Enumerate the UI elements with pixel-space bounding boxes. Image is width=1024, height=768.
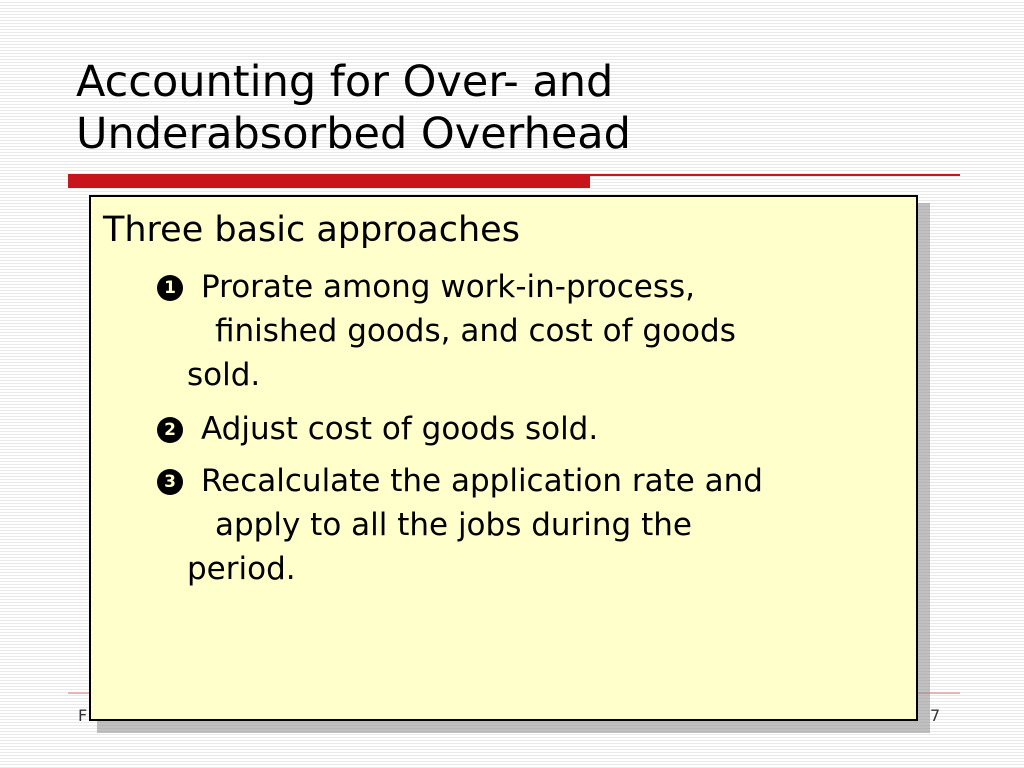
title-underline-bar xyxy=(68,174,590,188)
approach-3-line-3: period. xyxy=(187,551,296,587)
callout-heading: Three basic approaches xyxy=(103,210,520,250)
number-3-icon: 3 xyxy=(157,469,183,495)
approach-item-3 xyxy=(164,459,891,591)
approach-3-line-1: Recalculate the application rate and xyxy=(201,463,763,499)
approach-1-line-3: sold. xyxy=(187,357,261,393)
callout-box xyxy=(89,195,918,721)
number-1-icon: 1 xyxy=(157,275,183,301)
footer-text-left: F xyxy=(78,706,88,725)
approach-2-line-1: Adjust cost of goods sold. xyxy=(201,411,599,447)
slide-number: 7 xyxy=(930,706,941,725)
title-underline-rule xyxy=(590,174,960,176)
approach-3-line-2: apply to all the jobs during the xyxy=(215,507,692,543)
number-2-icon: 2 xyxy=(157,417,183,443)
slide-title xyxy=(76,56,956,160)
approach-1-line-2: finished goods, and cost of goods xyxy=(215,313,736,349)
approach-item-1 xyxy=(164,265,891,397)
slide-title-line-2: Underabsorbed Overhead xyxy=(76,109,631,159)
slide-title-line-1: Accounting for Over- and xyxy=(76,57,614,107)
approach-item-2 xyxy=(164,407,891,451)
approach-1-line-1: Prorate among work-in-process, xyxy=(201,269,695,305)
